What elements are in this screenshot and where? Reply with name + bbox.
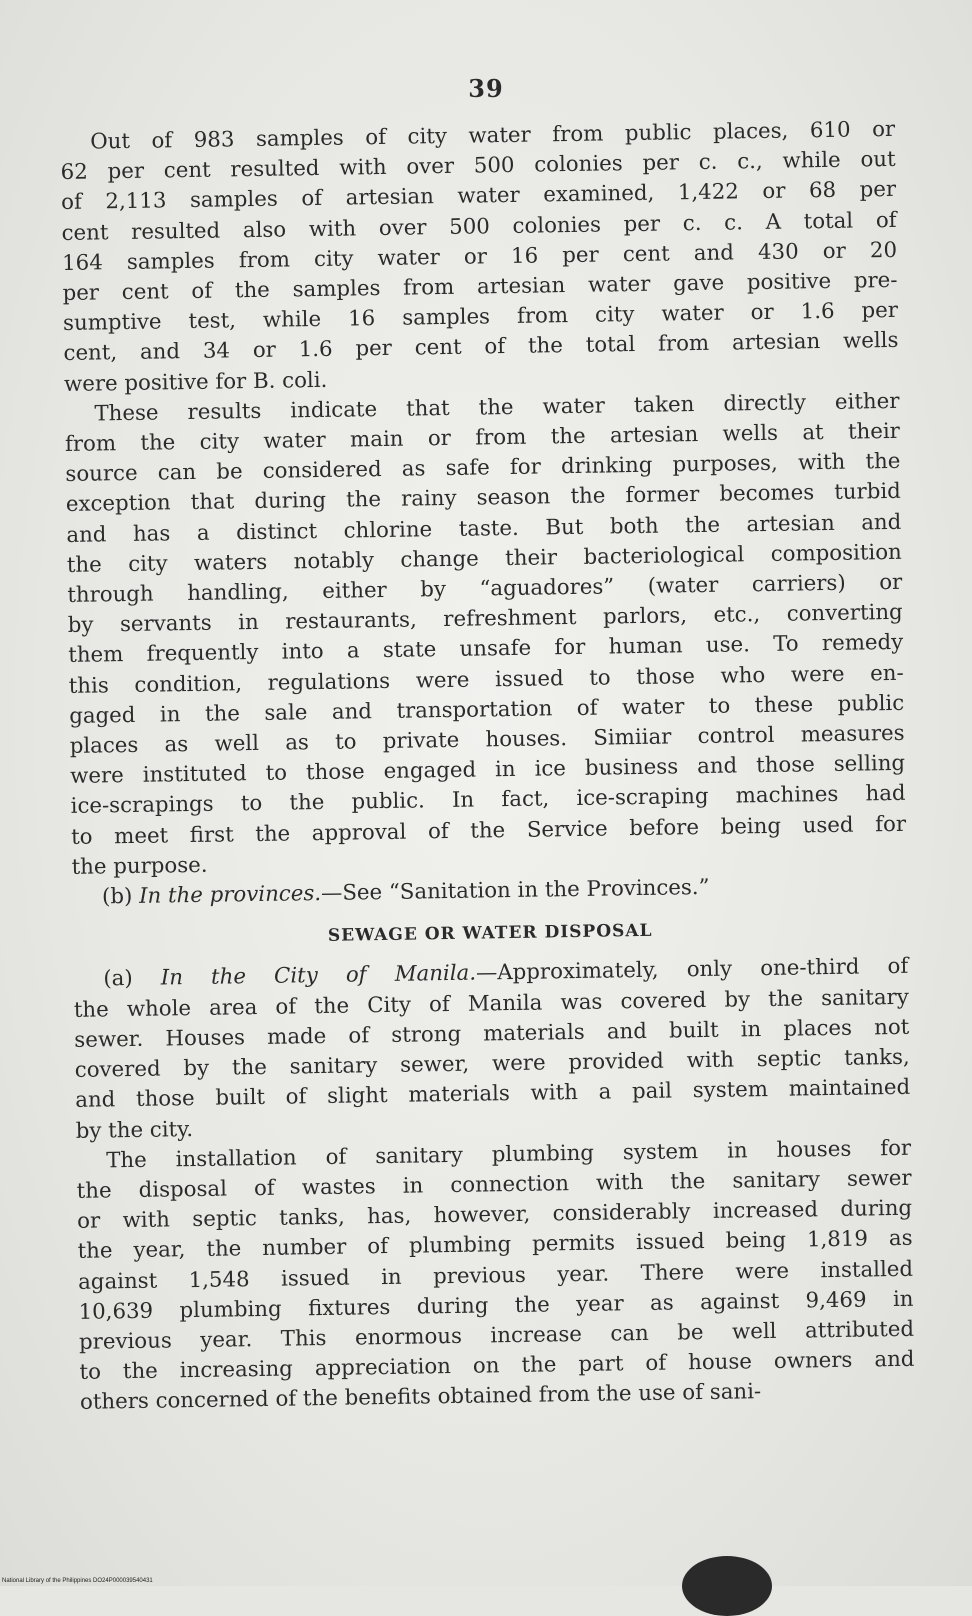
text-line: by servants in restaurants, refreshment parlors, etc., converting bbox=[67, 600, 903, 639]
text-line: Out of 983 samples of city water from public places, 610 or bbox=[90, 116, 896, 155]
text-line: exception that during the rainy season the former becomes turbid bbox=[65, 479, 902, 518]
text-line: them frequently into a state unsafe for human use. To remedy bbox=[68, 630, 904, 669]
paragraph-plumbing bbox=[76, 1133, 915, 1418]
paragraph-results bbox=[64, 387, 906, 883]
text-line: through handling, either by “aguadores” (water carriers) or bbox=[67, 569, 903, 608]
text-line: gaged in the sale and transportation of water to these public bbox=[69, 690, 905, 729]
text-line: others concerned of the benefits obtained from the use of sani- bbox=[79, 1379, 762, 1416]
section-heading: SEWAGE OR WATER DISPOSAL bbox=[327, 921, 653, 947]
text-line: cent, and 34 or 1.6 per cent of the total from artesian wells bbox=[63, 328, 899, 367]
text-line: ice-scrapings to the public. In fact, ice-scraping machines had bbox=[70, 781, 906, 820]
body-text bbox=[60, 115, 915, 1418]
text-line: These results indicate that the water taken directly either bbox=[94, 388, 900, 427]
text-line: the whole area of the City of Manila was covered by the sanitary bbox=[73, 984, 909, 1023]
text-line: 10,639 plumbing fixtures during the year as against 9,469 in bbox=[78, 1286, 914, 1325]
text-line: places as well as to private houses. Simiiar control measures bbox=[69, 720, 905, 759]
text-line: from the city water main or from the artesian wells at their bbox=[64, 418, 901, 457]
text-line: were instituted to those engaged in ice business and those selling bbox=[69, 751, 906, 790]
text-line: and those built of slight materials with a pail system maintained bbox=[75, 1075, 911, 1114]
text-line: by the city. bbox=[75, 1116, 194, 1144]
provinces-italic: In the provinces. bbox=[138, 881, 322, 909]
text-line: the purpose. bbox=[71, 852, 208, 880]
archive-footer: National Library of the Philippines DO24P000039540431 bbox=[2, 1578, 153, 1584]
text-line: source can be considered as safe for drinking purposes, with the bbox=[65, 449, 901, 488]
text-line: or with septic tanks, has, however, considerably increased during bbox=[76, 1195, 913, 1234]
text-line: the disposal of wastes in connection with the sanitary sewer bbox=[76, 1165, 912, 1204]
page-number: 39 bbox=[468, 74, 504, 103]
text-line: against 1,548 issued in previous year. There were installed bbox=[77, 1256, 914, 1295]
scan-smudge bbox=[682, 1556, 772, 1616]
text-line: were positive for B. coli. bbox=[63, 367, 328, 397]
text-line: cent resulted also with over 500 colonies per c. c. A total of bbox=[61, 207, 897, 246]
text-line: and has a distinct chlorine taste. But both the artesian and bbox=[66, 509, 902, 548]
text-line: to the increasing appreciation on the part of house owners and bbox=[79, 1346, 915, 1385]
text-line: The installation of sanitary plumbing system in houses for bbox=[106, 1135, 912, 1174]
manila-italic: In the City of Manila. bbox=[160, 961, 477, 992]
text-line: to meet first the approval of the Service before being used for bbox=[70, 811, 907, 850]
provinces-line: (b) In the provinces.—See “Sanitation in the Provinces.” bbox=[101, 874, 710, 910]
text-line: sewer. Houses made of strong materials and built in places not bbox=[74, 1014, 910, 1053]
text-line: the city waters notably change their bacteriological composition bbox=[66, 539, 902, 578]
text-line: 62 per cent resulted with over 500 colonies per c. c., while out bbox=[60, 147, 896, 186]
paragraph-manila-sewer bbox=[73, 952, 911, 1146]
paragraph-water-samples bbox=[60, 115, 899, 400]
text-line: of 2,113 samples of artesian water examined, 1,422 or 68 per bbox=[60, 177, 897, 216]
text-line: sumptive test, while 16 samples from city water or 1.6 per bbox=[62, 298, 899, 337]
text-line: previous year. This enormous increase can be well attributed bbox=[78, 1316, 915, 1355]
text-line: per cent of the samples from artesian water gave positive pre- bbox=[62, 267, 898, 306]
text-line: the year, the number of plumbing permits issued being 1,819 as bbox=[77, 1226, 913, 1265]
text-line: covered by the sanitary sewer, were provided with septic tanks, bbox=[74, 1044, 910, 1083]
text-line: this condition, regulations were issued to those who were en- bbox=[68, 660, 904, 699]
manila-first-line: (a) In the City of Manila.—Approximately, only one-third of bbox=[103, 954, 909, 992]
text-line: 164 samples from city water or 16 per cent and 430 or 20 bbox=[61, 237, 898, 276]
